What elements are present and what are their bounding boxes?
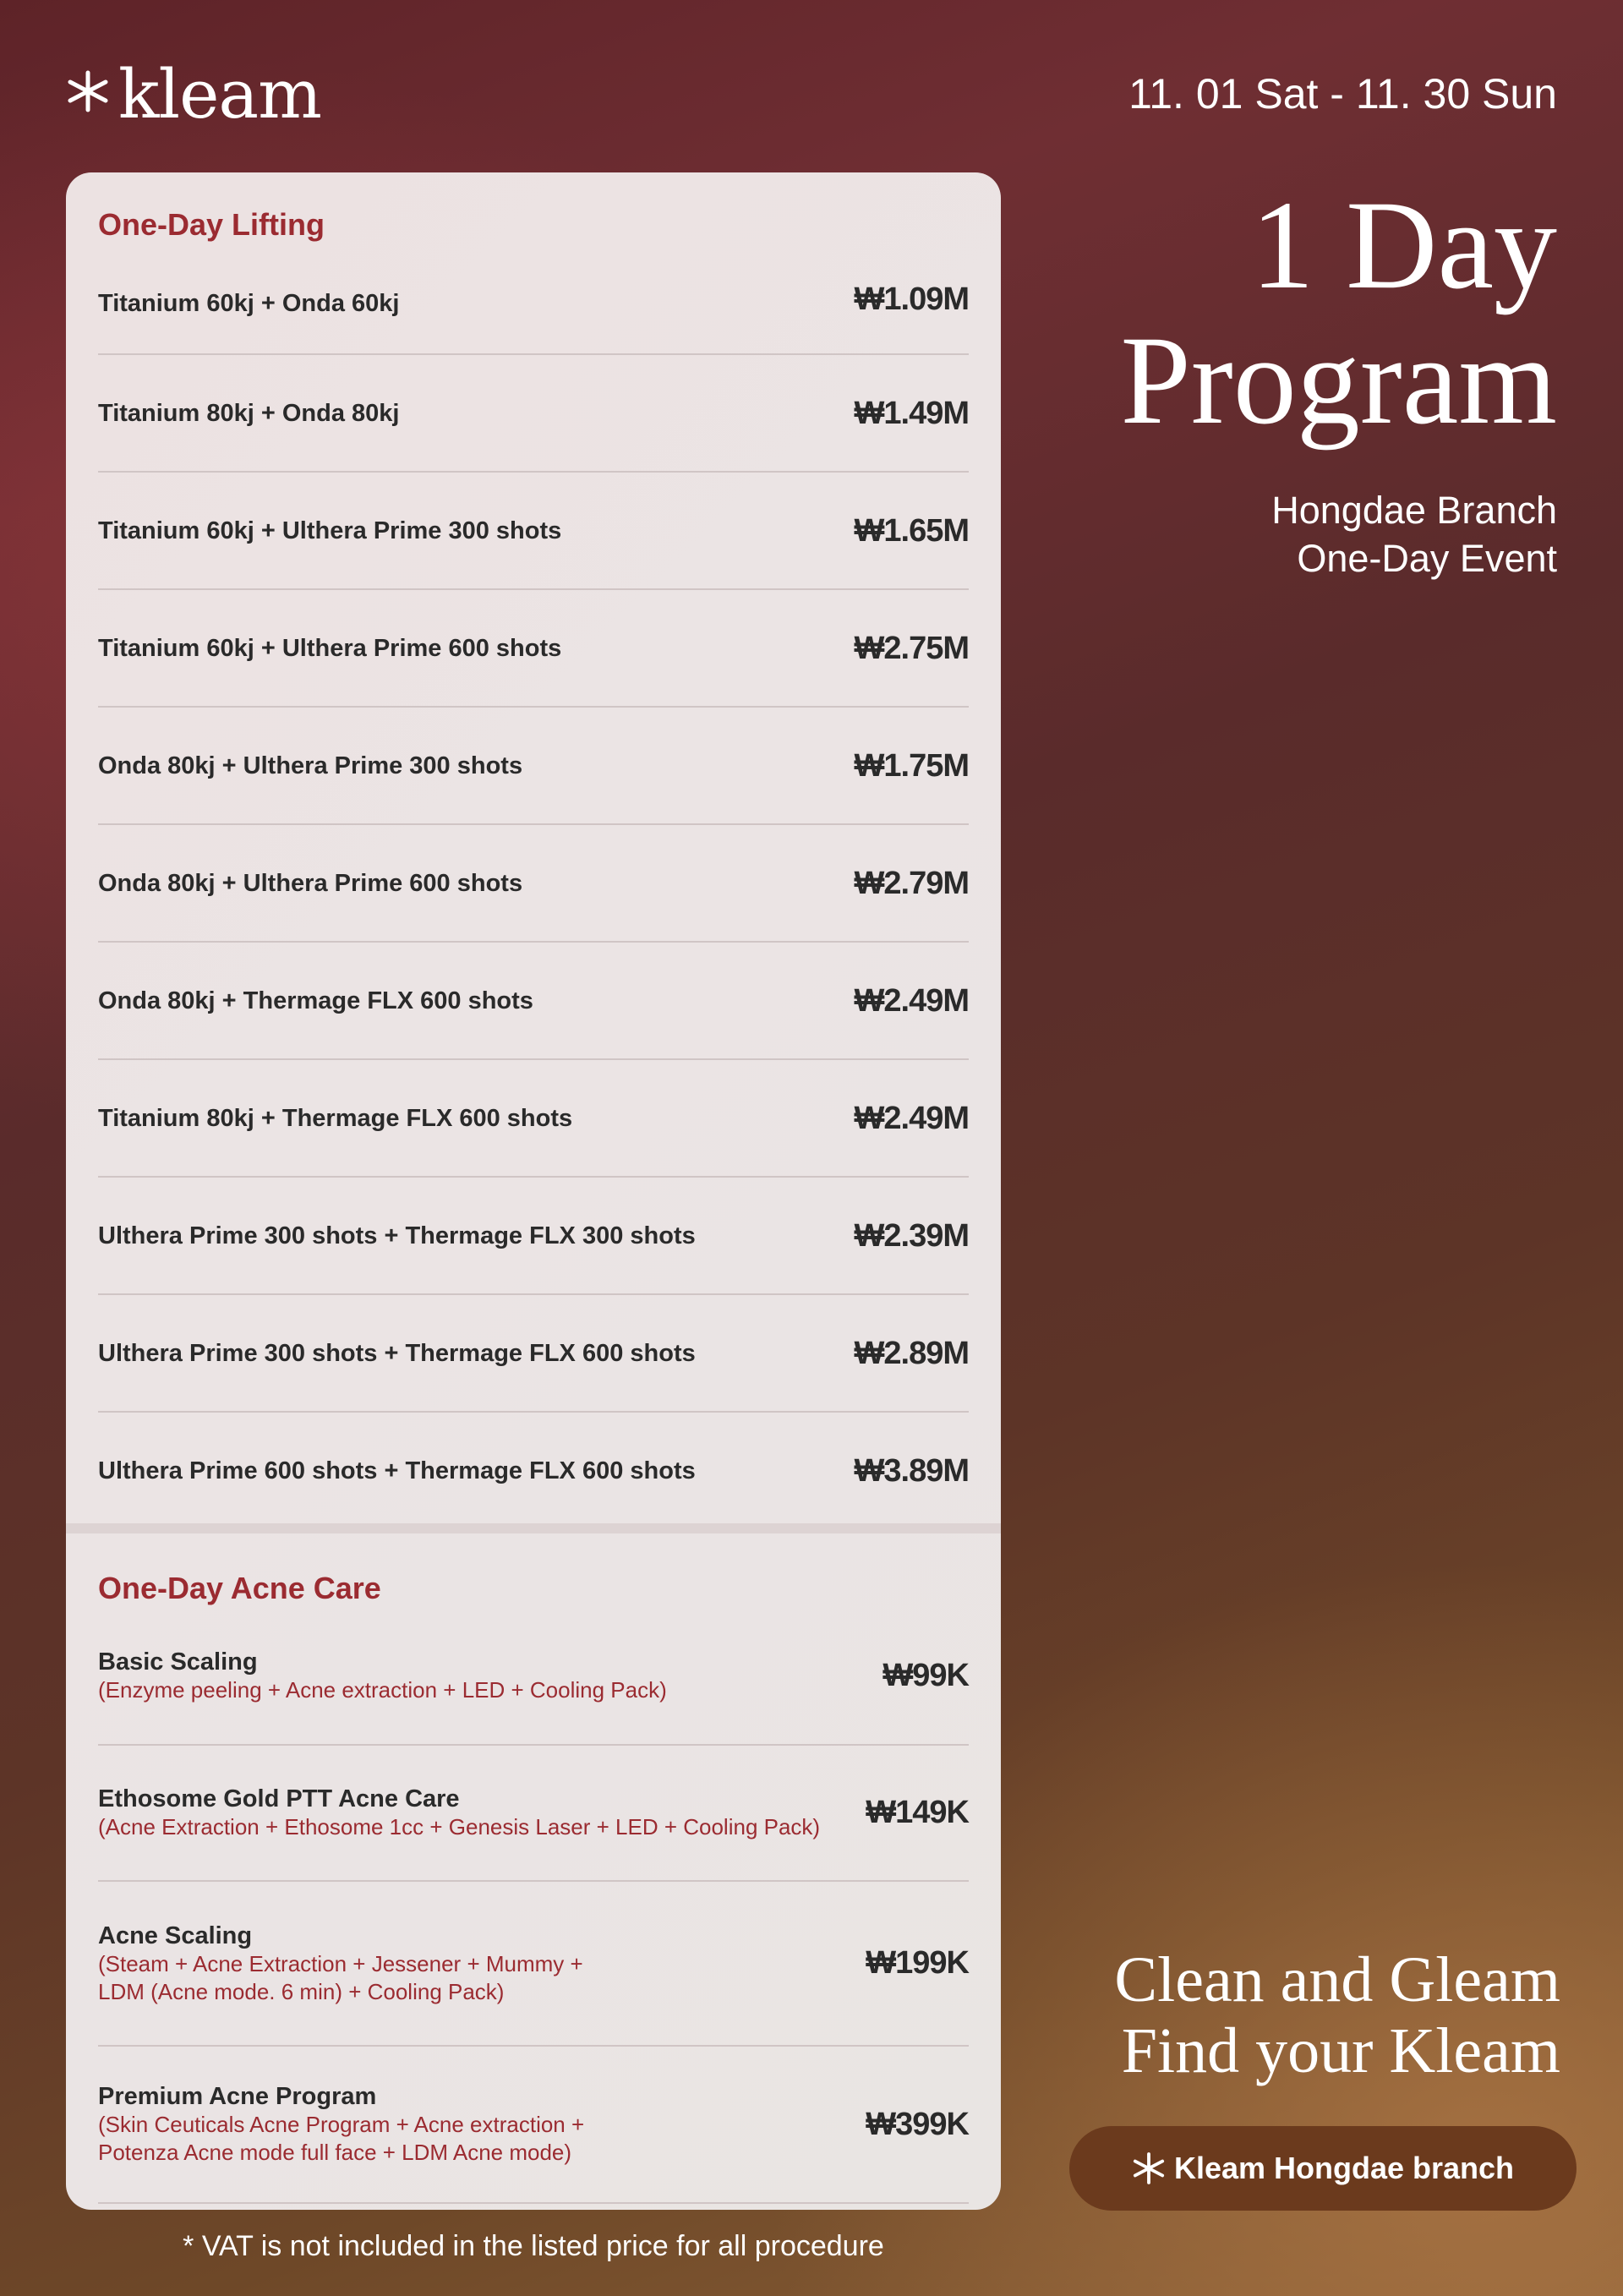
lifting-row — [98, 1414, 969, 1528]
acne-row — [98, 2047, 969, 2204]
treatment-price: ₩149K — [866, 1795, 969, 1830]
brand-name: kleam — [118, 55, 321, 134]
lifting-section — [98, 207, 969, 1528]
lifting-section-title: One-Day Lifting — [98, 207, 325, 242]
treatment-detail: (Acne Extraction + Ethosome 1cc + Genesis Laser + LED + Cooling Pack) — [98, 1814, 821, 1840]
treatment-name: Titanium 60kj + Ulthera Prime 600 shots — [98, 635, 562, 662]
treatment-name: Acne Scaling — [98, 1922, 253, 1949]
lifting-row — [98, 944, 969, 1060]
treatment-price: ₩2.75M — [854, 631, 969, 666]
lifting-row — [98, 1062, 969, 1178]
tagline-line-1: Clean and Gleam — [1114, 1944, 1560, 2015]
tagline-line-2: Find your Kleam — [1121, 2015, 1560, 2086]
kleam-hongdae-branch-button[interactable] — [1069, 2126, 1577, 2211]
treatment-name: Ulthera Prime 300 shots + Thermage FLX 600 shots — [98, 1340, 696, 1367]
lifting-row — [98, 474, 969, 590]
event-subtitle — [1050, 486, 1557, 582]
acne-row — [98, 1607, 969, 1746]
treatment-price: ₩99K — [883, 1657, 969, 1693]
treatment-name: Titanium 60kj + Onda 60kj — [98, 290, 400, 317]
treatment-text — [98, 1922, 583, 2006]
treatment-detail: (Enzyme peeling + Acne extraction + LED + Cooling Pack) — [98, 1676, 667, 1703]
treatment-price: ₩3.89M — [854, 1453, 969, 1489]
treatment-name: Basic Scaling — [98, 1648, 258, 1676]
vat-footnote: * VAT is not included in the listed price for all procedure — [183, 2230, 884, 2262]
treatment-price: ₩1.75M — [854, 748, 969, 784]
treatment-text — [98, 2082, 584, 2167]
asterisk-icon — [1132, 2151, 1166, 2185]
treatment-name: Ulthera Prime 600 shots + Thermage FLX 600 shots — [98, 1457, 696, 1484]
asterisk-icon — [66, 69, 110, 113]
treatment-price: ₩199K — [866, 1945, 969, 1981]
acne-row — [98, 1882, 969, 2047]
treatment-name: Onda 80kj + Ulthera Prime 600 shots — [98, 870, 523, 897]
treatment-price: ₩399K — [866, 2106, 969, 2142]
treatment-detail: Potenza Acne mode full face + LDM Acne mode) — [98, 2140, 572, 2165]
event-type: One-Day Event — [1297, 537, 1557, 580]
treatment-name: Ethosome Gold PTT Acne Care — [98, 1785, 460, 1812]
tagline — [952, 1944, 1560, 2086]
acne-row — [98, 1746, 969, 1882]
treatment-detail: (Steam + Acne Extraction + Jessener + Mummy + — [98, 1950, 583, 1976]
treatment-price: ₩1.65M — [854, 513, 969, 549]
treatment-name: Titanium 80kj + Thermage FLX 600 shots — [98, 1105, 573, 1132]
section-divider — [66, 1523, 1001, 1533]
branch-button-label: Kleam Hongdae branch — [1173, 2151, 1515, 2185]
lifting-row — [98, 827, 969, 943]
brand-logo — [66, 55, 321, 134]
treatment-name: Premium Acne Program — [98, 2083, 377, 2110]
lifting-row — [98, 357, 969, 473]
lifting-row — [98, 592, 969, 708]
treatment-name: Titanium 60kj + Ulthera Prime 300 shots — [98, 517, 562, 544]
treatment-detail: LDM (Acne mode. 6 min) + Cooling Pack) — [98, 1978, 505, 2004]
treatment-text — [98, 1648, 667, 1704]
lifting-row — [98, 243, 969, 355]
treatment-name: Titanium 80kj + Onda 80kj — [98, 400, 400, 427]
treatment-price: ₩2.39M — [854, 1218, 969, 1254]
treatment-price: ₩2.89M — [854, 1336, 969, 1371]
price-card — [66, 172, 1001, 2210]
treatment-name: Onda 80kj + Ulthera Prime 300 shots — [98, 752, 523, 779]
lifting-row — [98, 1297, 969, 1413]
treatment-price: ₩2.49M — [854, 983, 969, 1019]
treatment-text — [98, 1785, 820, 1841]
lifting-row — [98, 709, 969, 825]
treatment-price: ₩2.79M — [854, 866, 969, 901]
lifting-list — [98, 243, 969, 1528]
treatment-detail: (Skin Ceuticals Acne Program + Acne extraction + — [98, 2112, 585, 2137]
acne-section — [98, 1573, 969, 2204]
page-title — [965, 175, 1557, 451]
title-line-2: Program — [1120, 310, 1557, 451]
treatment-price: ₩1.09M — [854, 282, 969, 317]
treatment-name: Ulthera Prime 300 shots + Thermage FLX 300 shots — [98, 1222, 696, 1249]
title-line-1: 1 Day — [1250, 175, 1557, 315]
branch-name: Hongdae Branch — [1271, 489, 1557, 532]
acne-section-title: One-Day Acne Care — [98, 1571, 381, 1605]
acne-list — [98, 1607, 969, 2204]
event-dates: 11. 01 Sat - 11. 30 Sun — [1128, 70, 1557, 118]
treatment-name: Onda 80kj + Thermage FLX 600 shots — [98, 987, 533, 1014]
treatment-price: ₩1.49M — [854, 396, 969, 431]
lifting-row — [98, 1179, 969, 1295]
treatment-price: ₩2.49M — [854, 1101, 969, 1136]
